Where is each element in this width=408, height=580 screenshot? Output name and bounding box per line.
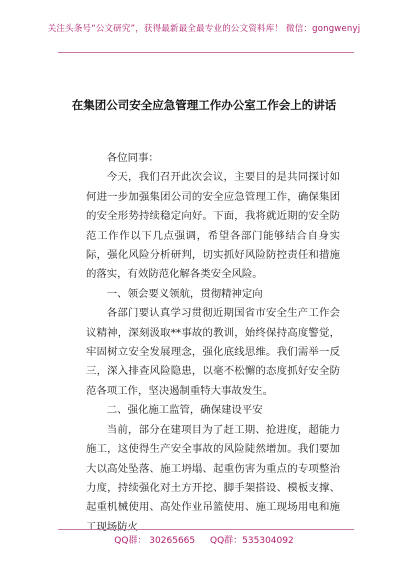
footer <box>0 533 408 546</box>
paragraph-intro: 今天，我们召开此次会议，主要目的是共同探讨如何进一步加强集团公司的安全应急管理工作，确保集团的安全形势持续稳定向好。下面，我将就近期的安全防范工作作以下几点强调，希望各部门能够结合自身实际，强化风险分析研判，切实抓好风险防控责任和措施的落实，有效防范化解各类安全风险。 <box>86 171 340 281</box>
paragraph-section-2: 当前，部分在建项目为了赶工期、抢进度，超能力施工，这使得生产安全事故的风险陡然增加。我们要加大以高处坠落、施工坍塌、起重伤害为重点的专项整治力度，持续强化对土方开挖、脚手架搭设、模板支撑、起重机械使用、高处作业吊篮使用、施工现场用电和施工现场防火 <box>86 423 340 533</box>
footer-divider <box>58 529 354 530</box>
header-banner: 关注头条号“公文研究”，获得最新最全最专业的公文资料库！ 微信：gongwenyj <box>47 24 361 34</box>
section-heading-1: 一、领会要义领航，贯彻精神定向 <box>106 287 263 300</box>
paragraph-section-1: 各部门要认真学习贯彻近期国省市安全生产工作会议精神，深刻汲取**事故的教训，始终保持高度警觉，牢固树立安全发展理念，强化底线思维。我们需举一反三，深入排查风险隐患，以毫不松懈的态度抓好安全防范各项工作，坚决遏制重特大事故发生。 <box>86 307 340 397</box>
section-heading-2: 二、强化施工监管，确保建设平安 <box>106 404 263 417</box>
salutation: 各位同事： <box>106 152 159 164</box>
footer-qq-group-1: QQ群： 30265665 <box>114 536 196 546</box>
document-body <box>86 149 340 537</box>
document-title: 在集团公司安全应急管理工作办公室工作会上的讲话 <box>71 98 337 112</box>
header-divider <box>58 52 354 53</box>
footer-qq-group-2: QQ群：535304092 <box>210 536 294 546</box>
